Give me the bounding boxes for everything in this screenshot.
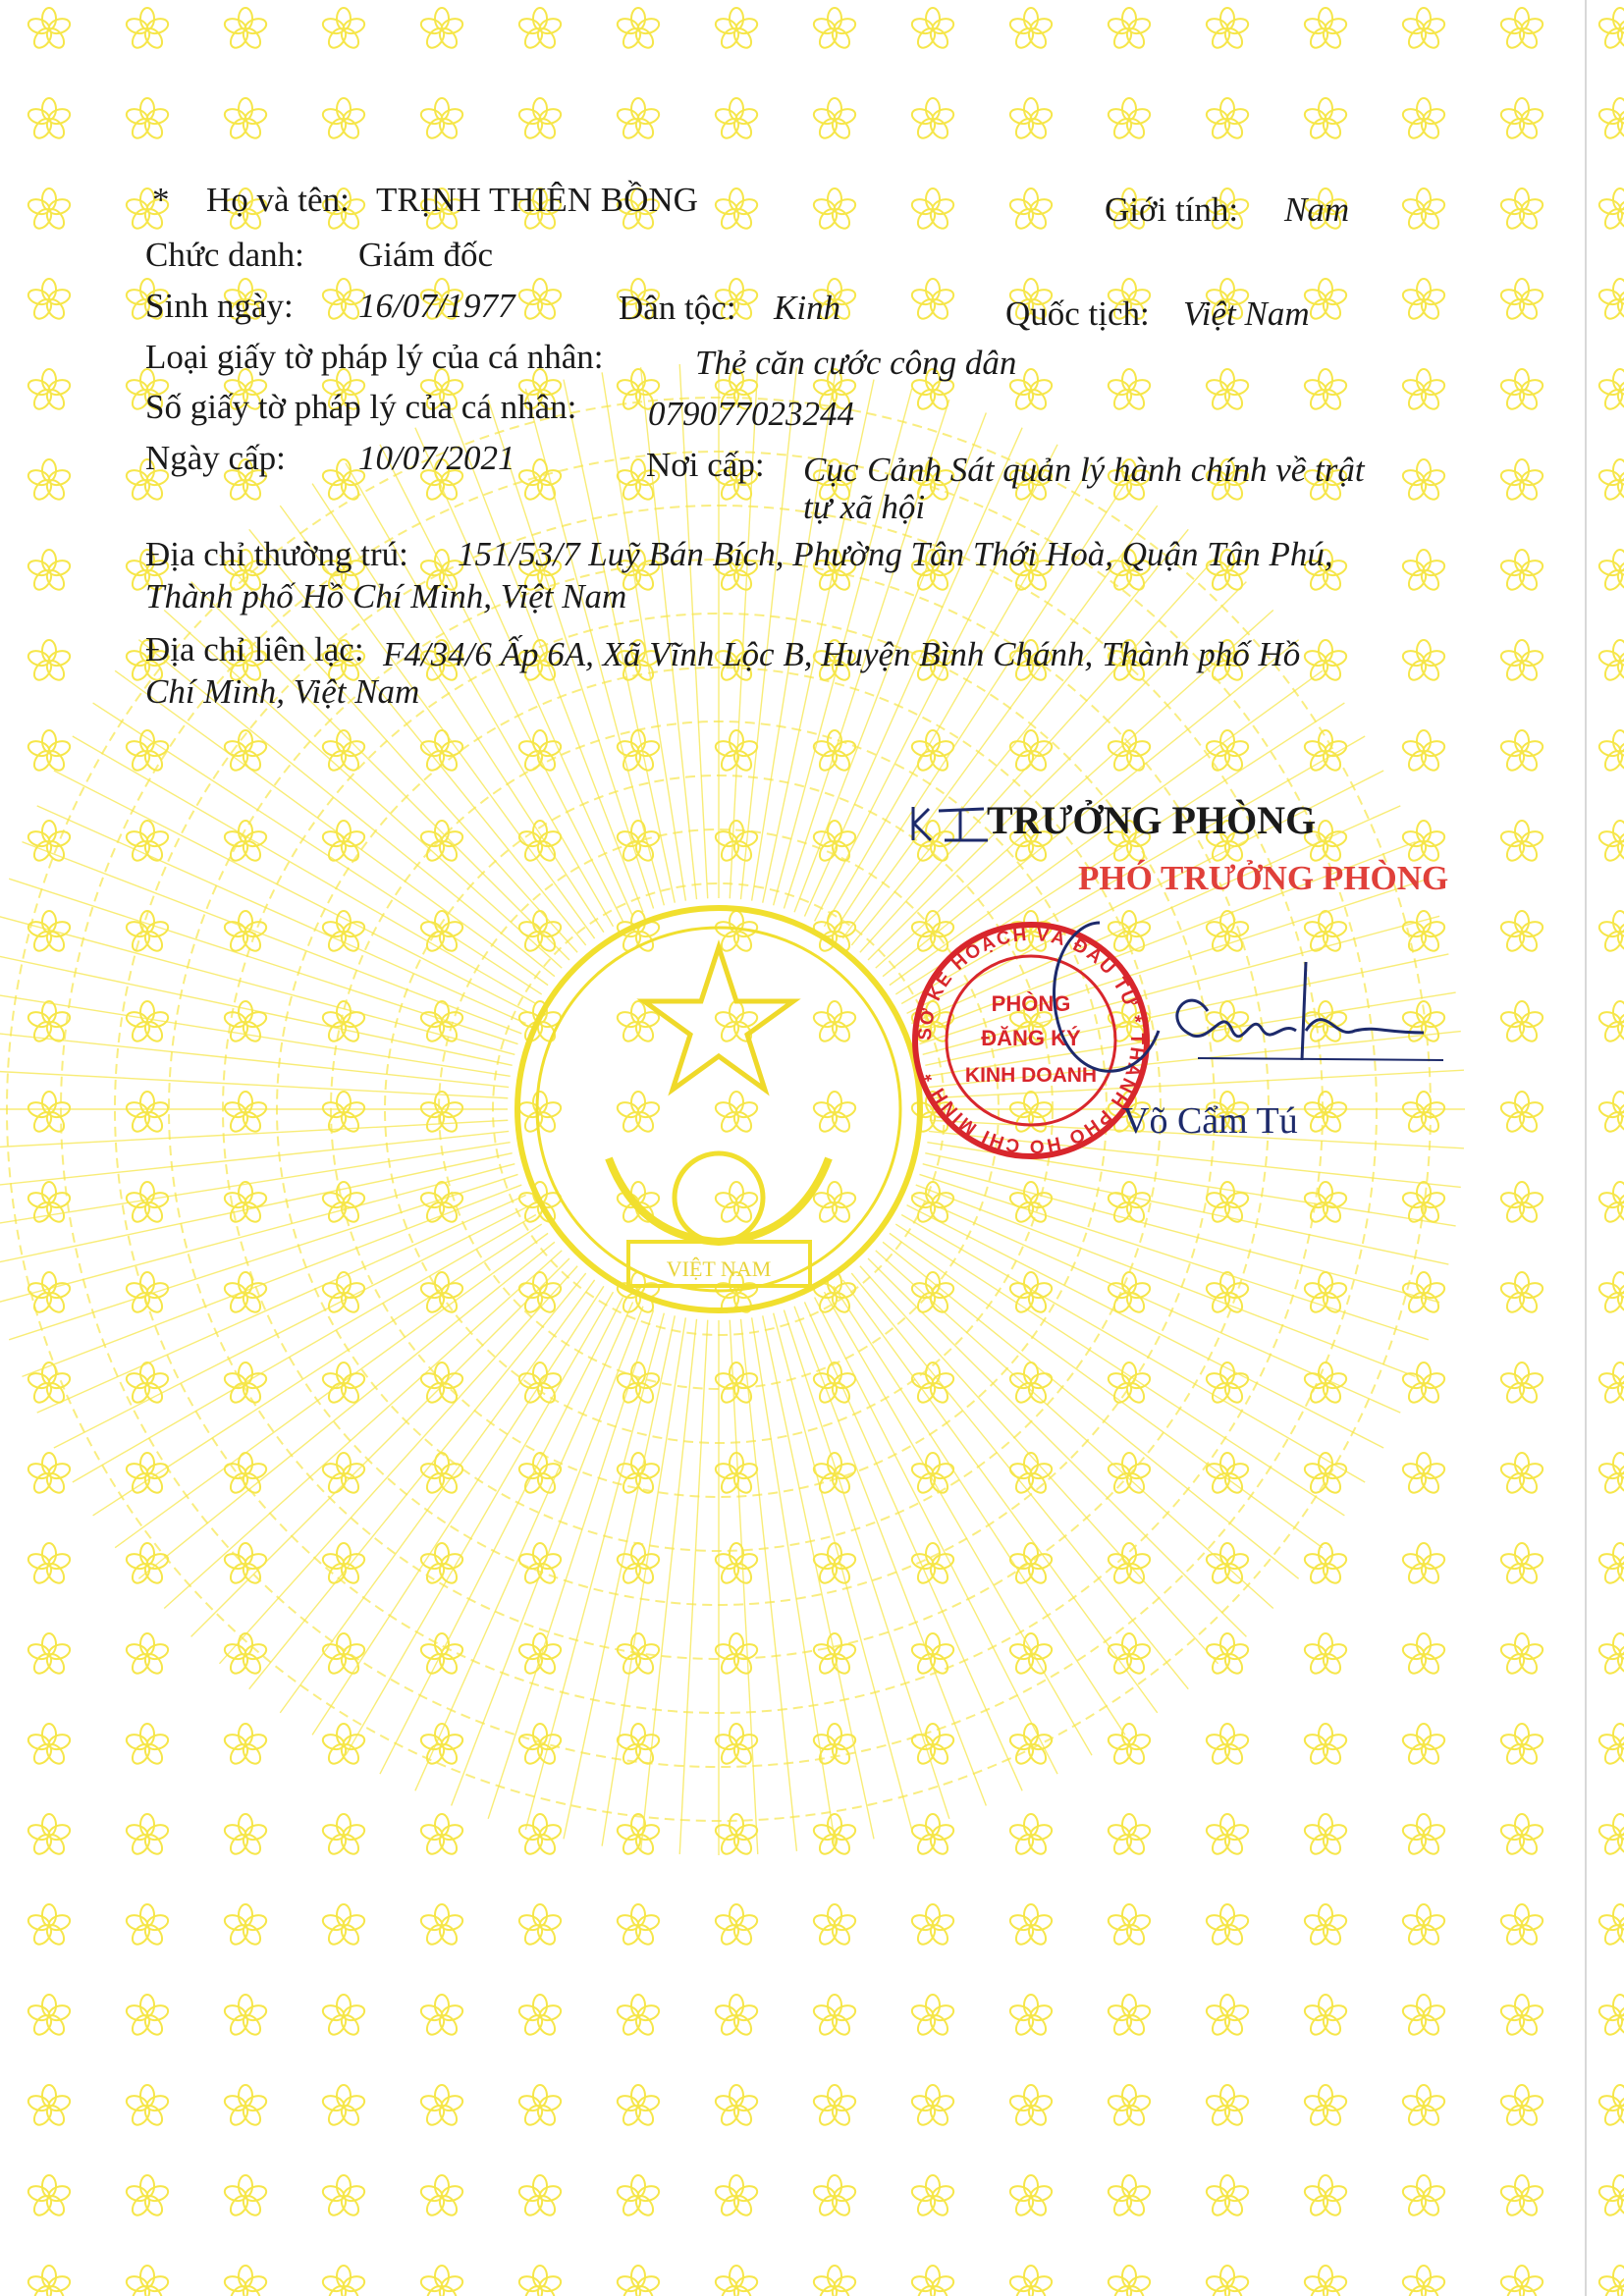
contact-address-line1: F4/34/6 Ấp 6A, Xã Vĩnh Lộc B, Huyện Bình Chánh, Thành phố Hồ bbox=[383, 635, 1301, 673]
issue-date-label: Ngày cấp: bbox=[145, 439, 286, 477]
dob-value: 16/07/1977 bbox=[358, 287, 515, 325]
signer-name: Võ Cẩm Tú bbox=[1122, 1100, 1298, 1142]
contact-address-line2: Chí Minh, Việt Nam bbox=[145, 672, 420, 711]
svg-text:ĐĂNG KÝ: ĐĂNG KÝ bbox=[981, 1026, 1081, 1050]
id-type-label: Loại giấy tờ pháp lý của cá nhân: bbox=[145, 338, 604, 376]
bullet-marker: * bbox=[152, 181, 170, 219]
name-label: Họ và tên: bbox=[206, 181, 350, 219]
issue-place-line2: tự xã hội bbox=[803, 488, 926, 526]
perm-address-line1: 151/53/7 Luỹ Bán Bích, Phường Tân Thới Hoà, Quận Tân Phú, bbox=[458, 535, 1333, 573]
title-value: Giám đốc bbox=[358, 236, 494, 274]
star-icon bbox=[644, 947, 793, 1090]
issue-place-line1: Cục Cảnh Sát quản lý hành chính về trật bbox=[803, 451, 1365, 489]
national-emblem bbox=[517, 908, 920, 1310]
dob-label: Sinh ngày: bbox=[145, 287, 294, 325]
signature-heading: TRƯỞNG PHÒNG bbox=[987, 798, 1317, 842]
id-number-label: Số giấy tờ pháp lý của cá nhân: bbox=[145, 388, 577, 426]
gender-value: Nam bbox=[1284, 190, 1350, 229]
emblem-text: VIỆT NAM bbox=[666, 1256, 772, 1281]
gender-label: Giới tính: bbox=[1105, 190, 1239, 229]
issue-date-value: 10/07/2021 bbox=[358, 439, 515, 477]
svg-text:PHÒNG: PHÒNG bbox=[991, 991, 1071, 1016]
id-type-value: Thẻ căn cước công dân bbox=[695, 344, 1017, 382]
issue-place-label: Nơi cấp: bbox=[646, 446, 765, 484]
nationality-label: Quốc tịch: bbox=[1005, 294, 1150, 333]
ethnic-value: Kinh bbox=[774, 289, 841, 327]
name-value: TRỊNH THIÊN BỒNG bbox=[376, 181, 698, 219]
svg-text:KINH DOANH: KINH DOANH bbox=[964, 1064, 1098, 1087]
title-label: Chức danh: bbox=[145, 236, 304, 274]
page-edge bbox=[1585, 0, 1587, 2296]
perm-address-label: Địa chỉ thường trú: bbox=[145, 535, 408, 573]
ethnic-label: Dân tộc: bbox=[619, 289, 736, 327]
svg-text:SỞ KẾ HOẠCH VÀ ĐẦU TƯ * THÀNH: SỞ KẾ HOẠCH VÀ ĐẦU TƯ * THÀNH PHỐ HỒ CHÍ MINH * bbox=[914, 924, 1148, 1157]
id-number-value: 079077023244 bbox=[648, 395, 854, 433]
nationality-value: Việt Nam bbox=[1183, 294, 1310, 333]
kt-prefix-handwritten bbox=[905, 797, 994, 846]
signature-subheading: PHÓ TRƯỞNG PHÒNG bbox=[1078, 859, 1449, 897]
perm-address-line2: Thành phố Hồ Chí Minh, Việt Nam bbox=[145, 577, 627, 615]
contact-address-label: Địa chỉ liên lạc: bbox=[145, 630, 364, 668]
